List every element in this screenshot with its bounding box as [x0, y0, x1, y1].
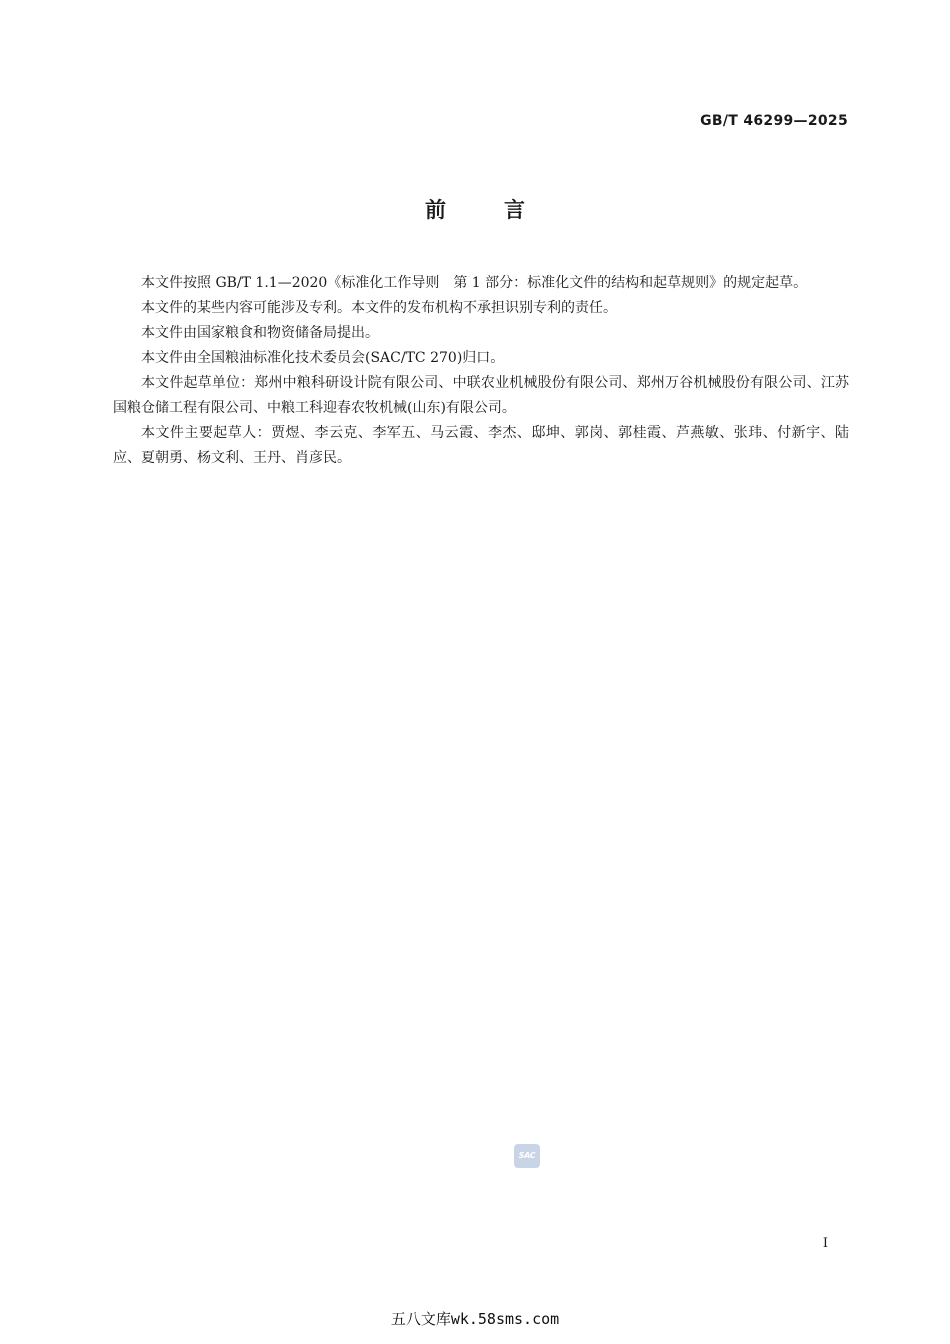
standard-number: GB/T 46299—2025 — [700, 113, 848, 129]
page-title: 前言 — [425, 198, 583, 222]
paragraph-patent-notice: 本文件的某些内容可能涉及专利。本文件的发布机构不承担识别专利的责任。 — [141, 300, 617, 316]
foreword-body — [113, 271, 849, 471]
page-number: I — [822, 1236, 828, 1251]
paragraph-drafting-rules: 本文件按照 GB/T 1.1—2020《标准化工作导则 第 1 部分：标准化文件的结构和起草规则》的规定起草。 — [141, 275, 808, 291]
paragraph-technical-committee: 本文件由全国粮油标准化技术委员会(SAC/TC 270)归口。 — [141, 350, 505, 366]
paragraph-drafting-units: 本文件起草单位：郑州中粮科研设计院有限公司、中联农业机械股份有限公司、郑州万谷机械股份有限公司、江苏国粮仓储工程有限公司、中粮工科迎春农牧机械(山东)有限公司。 — [113, 375, 849, 416]
paragraph-proposer: 本文件由国家粮食和物资储备局提出。 — [141, 325, 379, 341]
site-watermark: 五八文库wk.58sms.com — [390, 1310, 560, 1328]
paragraph-drafters: 本文件主要起草人：贾煜、李云克、李军五、马云霞、李杰、邸坤、郭岗、郭桂霞、芦燕敏、张玮、付新宇、陆应、夏朝勇、杨文利、王丹、肖彦民。 — [113, 425, 849, 466]
sac-logo-icon: SAC — [514, 1144, 540, 1168]
